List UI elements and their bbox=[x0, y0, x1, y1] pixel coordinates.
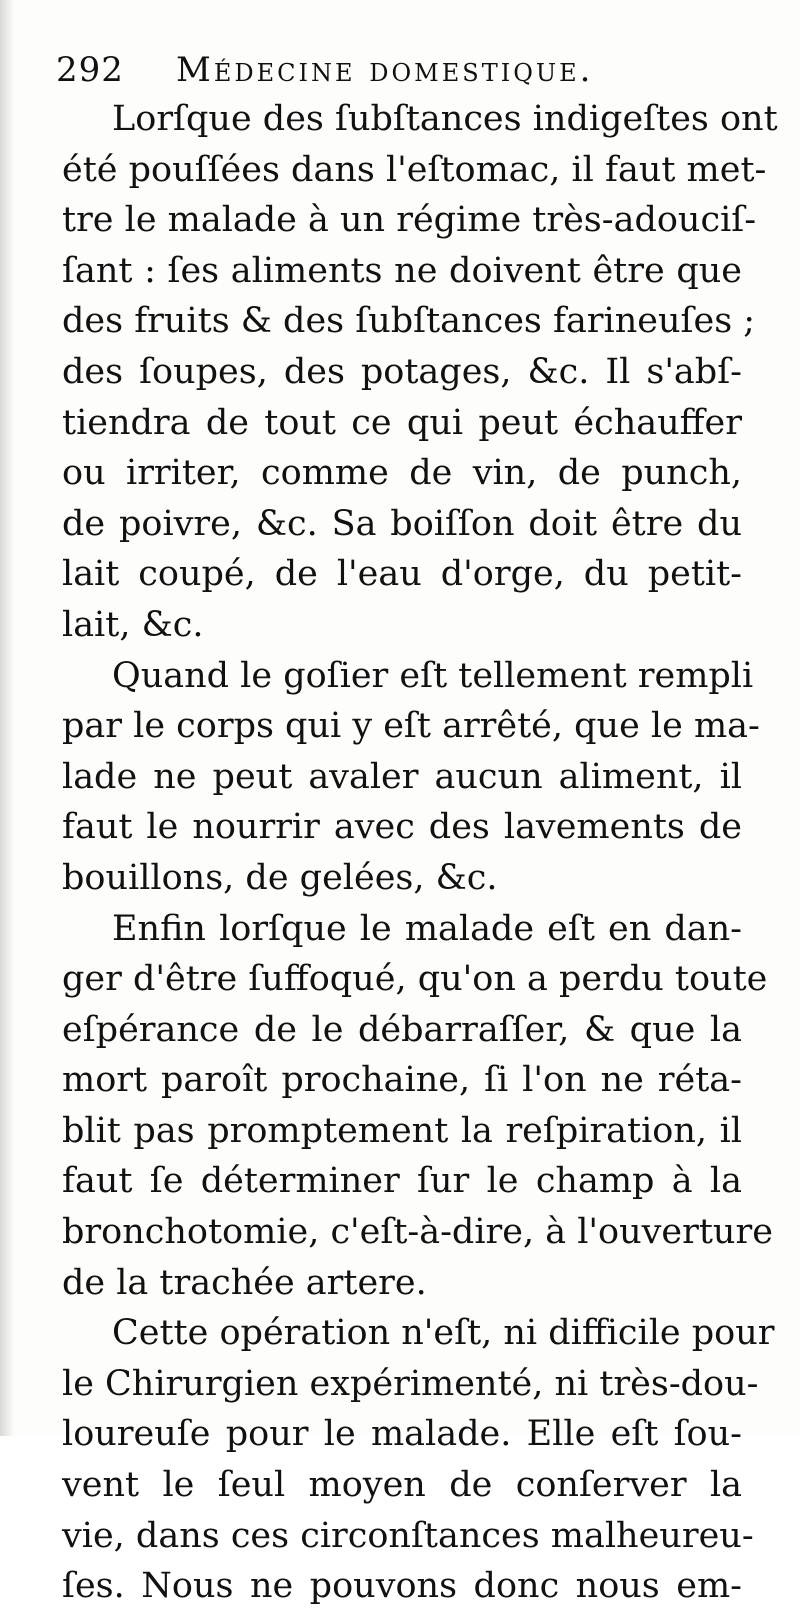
text-line: ger d'être ſuffoqué, qu'on a perdu toute bbox=[62, 959, 768, 1000]
text-line: mort paroît prochaine, ſi l'on ne réta- bbox=[62, 1060, 742, 1101]
text-line: faut ſe déterminer ſur le champ à la bbox=[62, 1161, 742, 1202]
text-line: par le corps qui y eſt arrêté, que le ma- bbox=[62, 706, 760, 747]
text-line: Quand le goſier eſt tellement rempli bbox=[112, 655, 754, 696]
text-line: loureuſe pour le malade. Elle eſt ſou- bbox=[62, 1414, 742, 1455]
text-line: été pouſſées dans l'eſtomac, il faut met- bbox=[62, 149, 767, 190]
text-line: des fruits & des ſubſtances farineuſes ; bbox=[62, 301, 756, 342]
text-line: tre le malade à un régime très-adouciſ- bbox=[62, 200, 757, 241]
text-line: faut le nourrir avec des lavements de bbox=[62, 807, 742, 848]
text-line: tiendra de tout ce qui peut échauffer bbox=[62, 402, 742, 443]
text-line: lait, &c. bbox=[62, 604, 204, 645]
page-number: 292 bbox=[56, 50, 124, 90]
body-text bbox=[62, 94, 778, 1612]
text-line: Lorſque des ſubſtances indigeſtes ont bbox=[112, 99, 778, 139]
running-title: Médecine domestique. bbox=[176, 50, 594, 90]
text-line: lait coupé, de l'eau d'orge, du petit- bbox=[62, 554, 742, 595]
text-line: ſant : ſes aliments ne doivent être que bbox=[62, 250, 742, 291]
text-line: de poivre, &c. Sa boiſſon doit être du bbox=[62, 503, 742, 544]
text-line: bronchotomie, c'eſt-à-dire, à l'ouverture bbox=[62, 1212, 773, 1253]
text-line: le Chirurgien expérimenté, ni très-dou- bbox=[62, 1363, 759, 1404]
text-line: bouillons, de gelées, &c. bbox=[62, 857, 498, 898]
text-line: des ſoupes, des potages, &c. Il s'abſ- bbox=[62, 351, 742, 392]
text-line: ſes. Nous ne pouvons donc nous em- bbox=[62, 1566, 742, 1607]
text-line: blit pas promptement la reſpiration, il bbox=[62, 1110, 742, 1151]
text-line: vie, dans ces circonſtances malheureu- bbox=[62, 1515, 754, 1556]
page-header bbox=[56, 46, 756, 94]
text-line: vent le ſeul moyen de conſerver la bbox=[62, 1465, 742, 1506]
text-line: Cette opération n'eſt, ni difficile pour bbox=[112, 1313, 775, 1354]
text-line: lade ne peut avaler aucun aliment, il bbox=[62, 756, 742, 797]
text-line: ou irriter, comme de vin, de punch, bbox=[62, 453, 742, 494]
text-line: Enfin lorſque le malade eſt en dan- bbox=[112, 908, 742, 949]
text-line: eſpérance de le débarraſſer, & que la bbox=[62, 1009, 742, 1050]
text-line: de la trachée artere. bbox=[62, 1262, 427, 1303]
